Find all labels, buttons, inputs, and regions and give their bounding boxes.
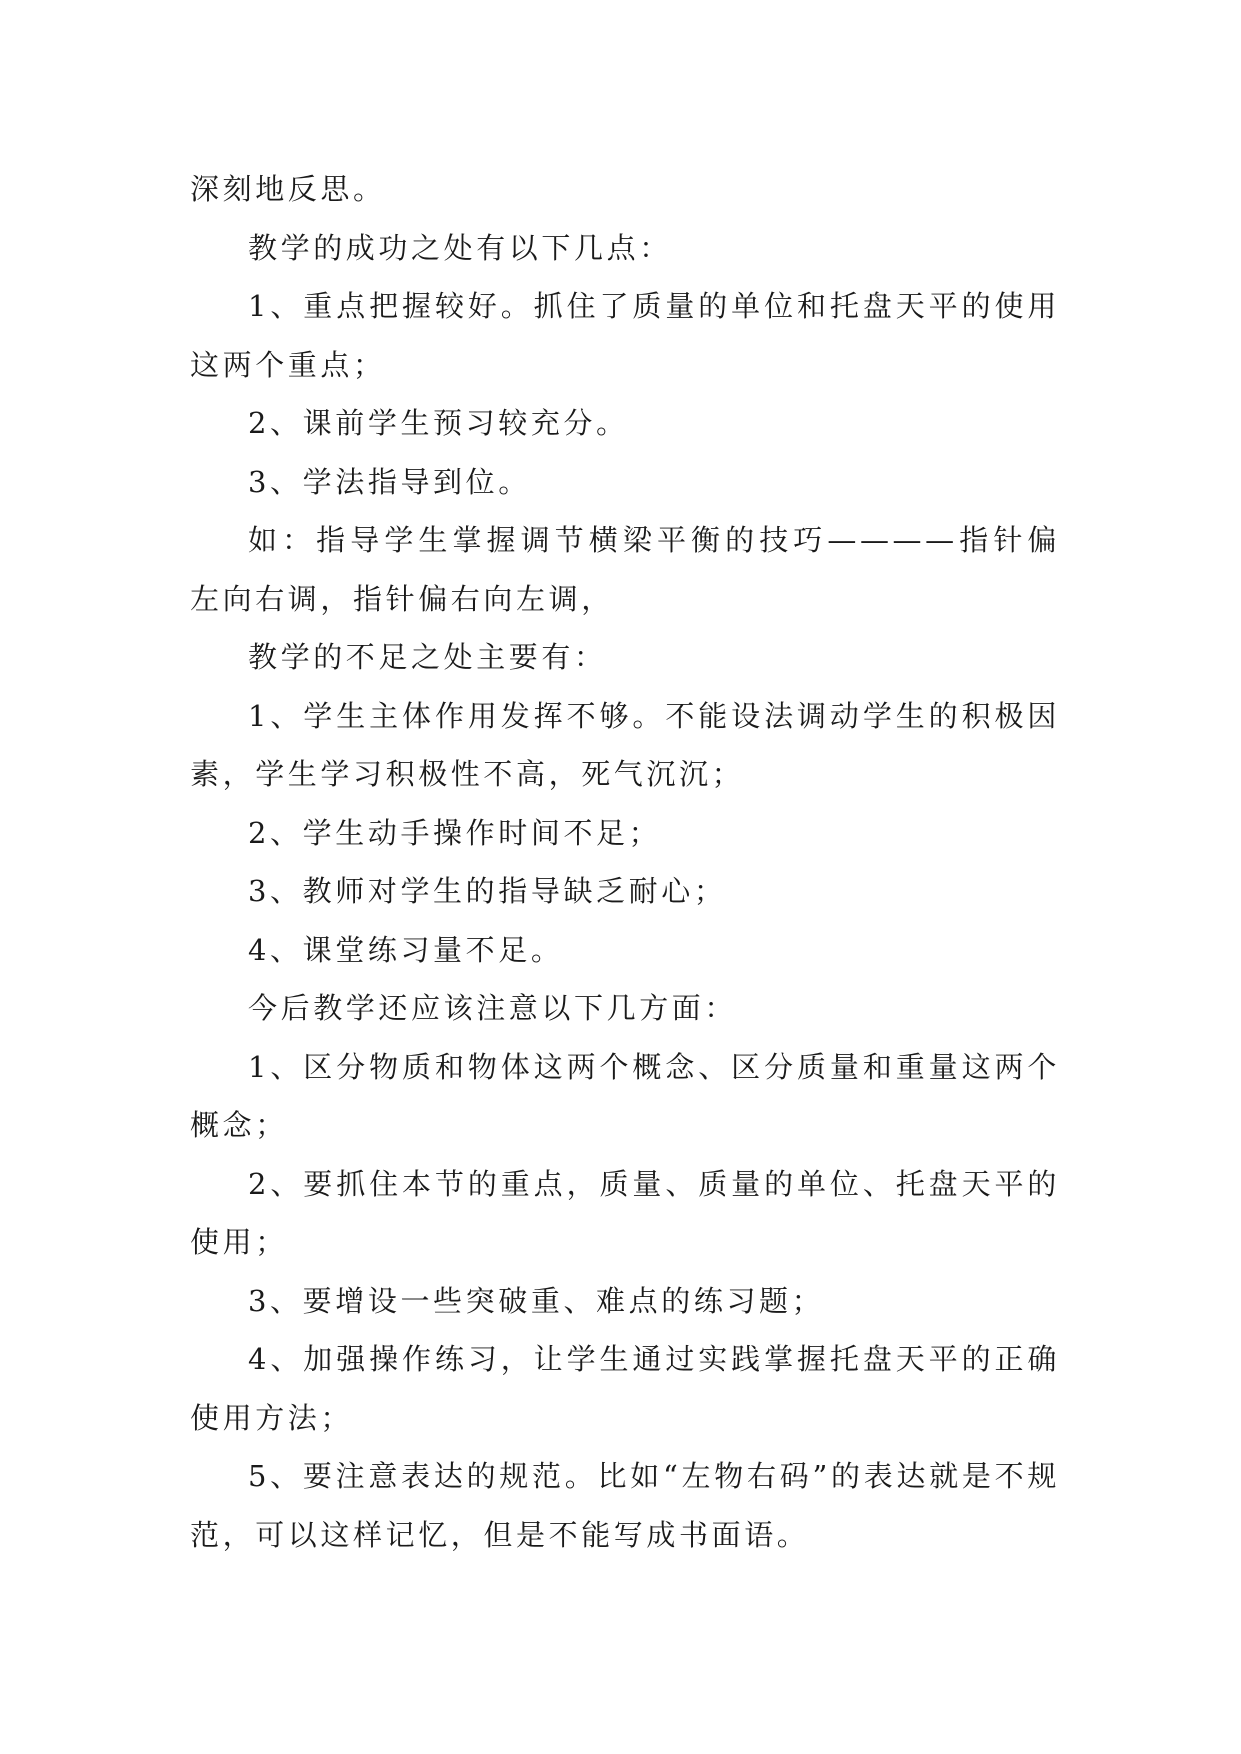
paragraph: 1、区分物质和物体这两个概念、区分质量和重量这两个概念；: [190, 1049, 1060, 1142]
paragraph: 深刻地反思。: [190, 172, 386, 206]
paragraph: 教学的成功之处有以下几点：: [248, 230, 672, 265]
document-body: [190, 160, 1060, 1564]
paragraph: 教学的不足之处主要有：: [248, 640, 607, 674]
paragraph: 5、要注意表达的规范。比如“左物右码”的表达就是不规范，可以这样记忆，但是不能写成书面语。: [190, 1459, 1060, 1552]
paragraph: 4、加强操作练习，让学生通过实践掌握托盘天平的正确使用方法；: [190, 1342, 1060, 1435]
paragraph: 2、课前学生预习较充分。: [248, 406, 629, 440]
paragraph: 2、学生动手操作时间不足；: [248, 815, 662, 850]
paragraph: 4、课堂练习量不足。: [248, 932, 564, 967]
paragraph: 今后教学还应该注意以下几方面：: [248, 991, 738, 1025]
paragraph: 2、要抓住本节的重点，质量、质量的单位、托盘天平的使用；: [190, 1166, 1060, 1259]
paragraph: 1、学生主体作用发挥不够。不能设法调动学生的积极因素，学生学习积极性不高，死气沉沉；: [190, 698, 1060, 791]
paragraph: 3、学法指导到位。: [248, 464, 531, 499]
paragraph: 3、要增设一些突破重、难点的练习题；: [248, 1283, 825, 1318]
paragraph: 1、重点把握较好。抓住了质量的单位和托盘天平的使用这两个重点；: [190, 289, 1060, 382]
paragraph: 如：指导学生掌握调节横梁平衡的技巧————指针偏左向右调，指针偏右向左调，: [190, 523, 1060, 616]
paragraph: 3、教师对学生的指导缺乏耐心；: [248, 874, 727, 908]
